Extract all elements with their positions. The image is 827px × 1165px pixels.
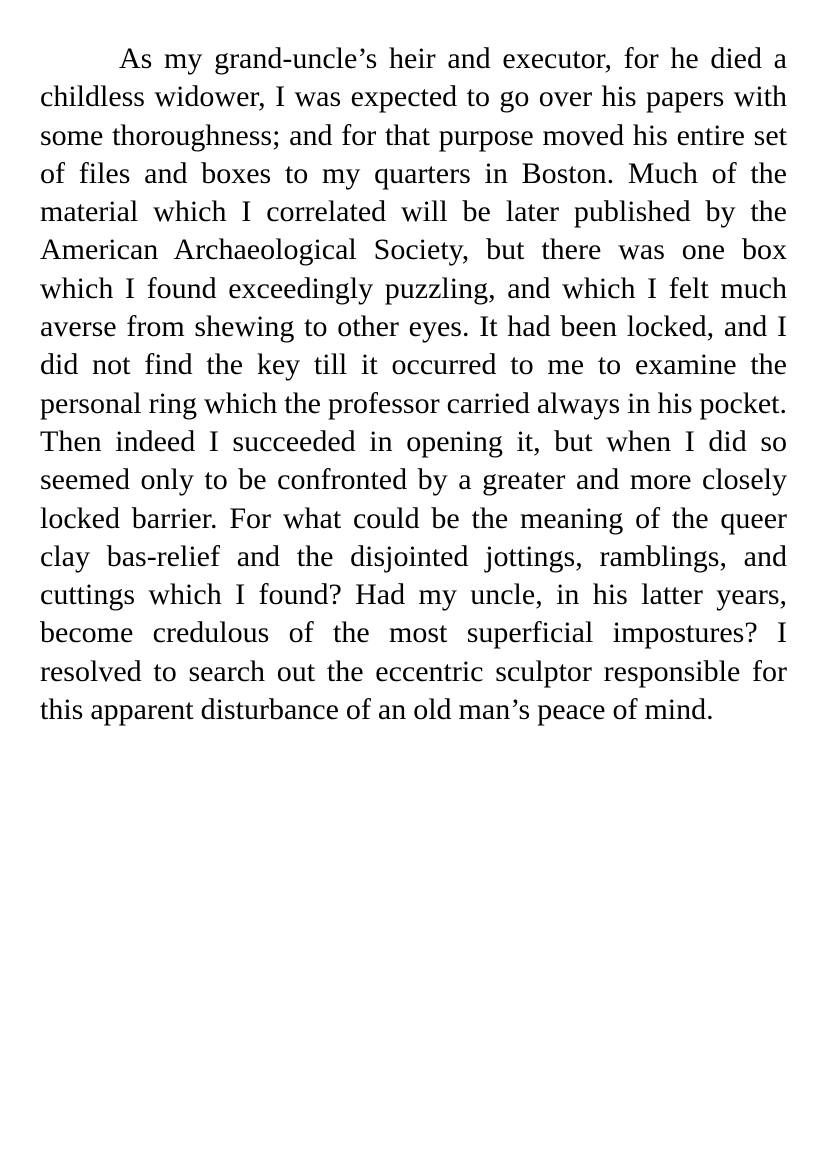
body-paragraph: As my grand-uncle’s heir and executor, for he died a childless widower, I was expected to go over his papers with some thoroughness; and for that purpose moved his entire set of files and boxes to my quarters in Boston. Much of the material which I correlated will be later published by the American Archaeological Society, but there was one box which I found exceedingly puzzling, and which I felt much averse from shewing to other eyes. It had been locked, and I did not find the key till it occurred to me to examine the personal ring which the professor carried always in his pocket. Then indeed I succeeded in opening it, but when I did so seemed only to be confronted by a greater and more closely locked barrier. For what could be the meaning of the queer clay bas-relief and the disjointed jottings, ramblings, and cuttings which I found? Had my uncle, in his latter years, become credulous of the most superficial impostures? I resolved to search out the eccentric sculptor responsible for this apparent disturbance of an old man’s peace of mind.: [40, 42, 787, 727]
